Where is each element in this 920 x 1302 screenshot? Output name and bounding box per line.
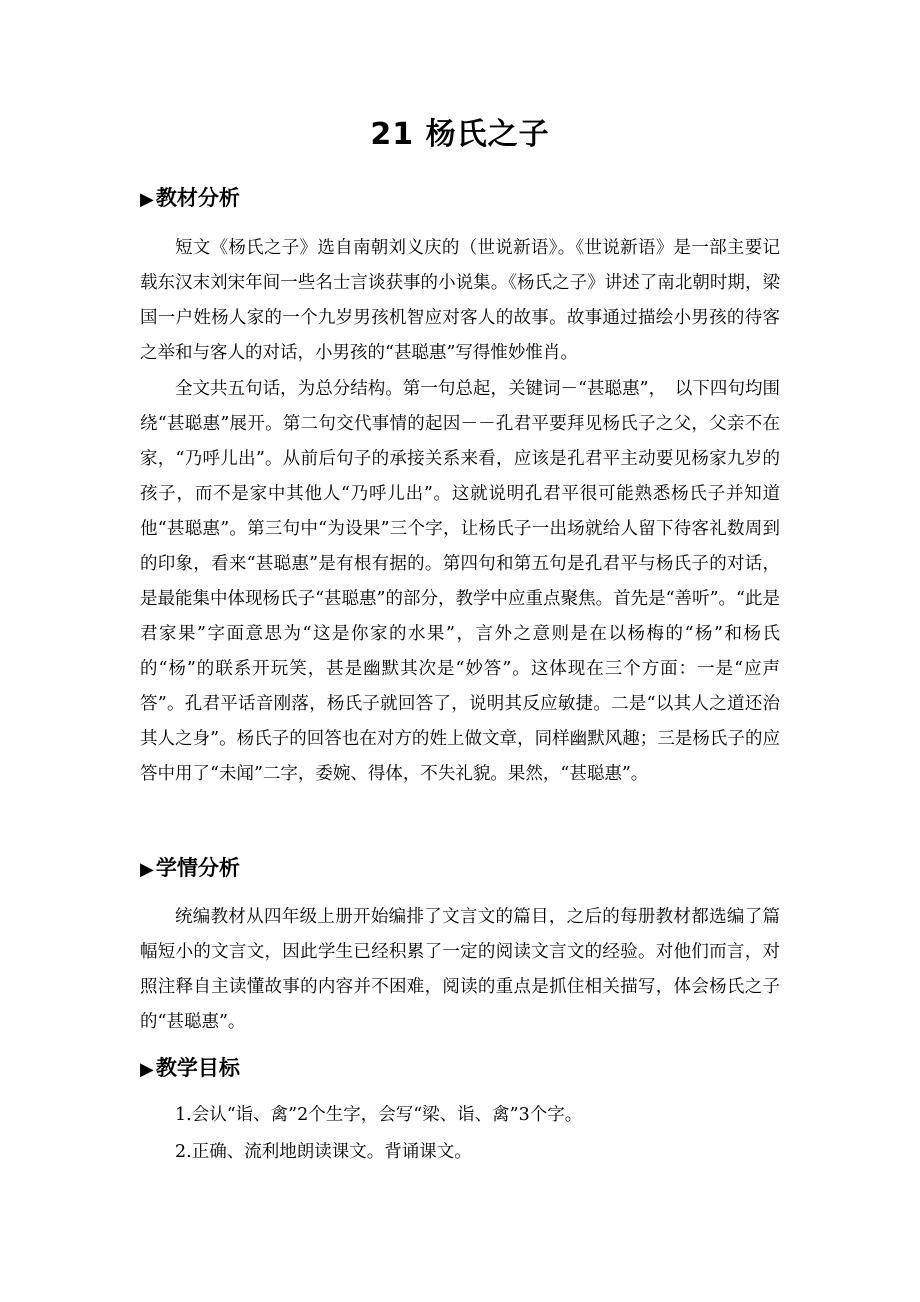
paragraph-textbook-structure: 全文共五句话，为总分结构。第一句总起，关键词－“甚聪惠”， 以下四句均围绕“甚聪惠”展开。第二句交代事情的起因－－孔君平要拜见杨氏子之父，父亲不在家，“乃呼儿出”。从前后句子的承接关系来看，应该是孔君平主动要见杨家九岁的孩子，而不是家中其他人“乃呼儿出”。这就说明孔君平很可能熟悉杨氏子并知道他“甚聪惠”。第三句中“为设果”三个字，让杨氏子一出场就给人留下待客礼数周到的印象，看来“甚聪惠”是有根有据的。第四句和第五句是孔君平与杨氏子的对话，是最能集中体现杨氏子“甚聪惠”的部分，教学中应重点聚焦。首先是“善听”。“此是君家果”字面意思为“这是你家的水果”，言外之意则是在以杨梅的“杨”和杨氏的“杨”的联系开玩笑，甚是幽默其次是“妙答”。这体现在三个方面：一是“应声答”。孔君平话音刚落，杨氏子就回答了，说明其反应敏捷。二是“以其人之道还治其人之身”。杨氏子的回答也在对方的姓上做文章，同样幽默风趣；三是杨氏子的应答中用了“未闻”二字，委婉、得体，不失礼貌。果然，“甚聪惠”。 [140, 379, 780, 784]
section-heading-label: 教学目标 [155, 1056, 240, 1080]
paragraph-student-analysis: 统编教材从四年级上册开始编排了文言文的篇目，之后的每册教材都选编了篇幅短小的文言文，因此学生已经积累了一定的阅读文言文的经验。对他们而言，对照注释自主读懂故事的内容并不困难，阅读的重点是抓住相关描写，体会杨氏之子的“甚聪惠”。 [140, 907, 780, 1032]
goal-item-1: 1.会认“诣、禽”2个生字，会写“梁、诣、禽”3个字。 [175, 1105, 583, 1125]
section-heading-student-analysis [140, 853, 240, 885]
section-heading-teaching-goals [140, 1053, 240, 1085]
section-heading-label: 教材分析 [155, 186, 240, 210]
goal-item-2: 2.正确、流利地朗读课文。背诵课文。 [175, 1142, 472, 1162]
paragraph-textbook-intro: 短文《杨氏之子》选自南朝刘义庆的（世说新语》。《世说新语》是一部主要记载东汉末刘宋年间一些名士言谈获事的小说集。《杨氏之子》讲述了南北朝时期，梁国一户姓杨人家的一个九岁男孩机智应对客人的故事。故事通过描绘小男孩的待客之举和与客人的对话，小男孩的“甚聪惠”写得惟妙惟肖。 [140, 238, 780, 363]
triangle-bullet-icon: ▶ [140, 1059, 154, 1080]
triangle-bullet-icon: ▶ [140, 859, 154, 880]
triangle-bullet-icon: ▶ [140, 189, 154, 210]
section-heading-textbook-analysis [140, 183, 240, 215]
page-title: 21 杨氏之子 [370, 117, 550, 152]
section-heading-label: 学情分析 [155, 856, 240, 880]
